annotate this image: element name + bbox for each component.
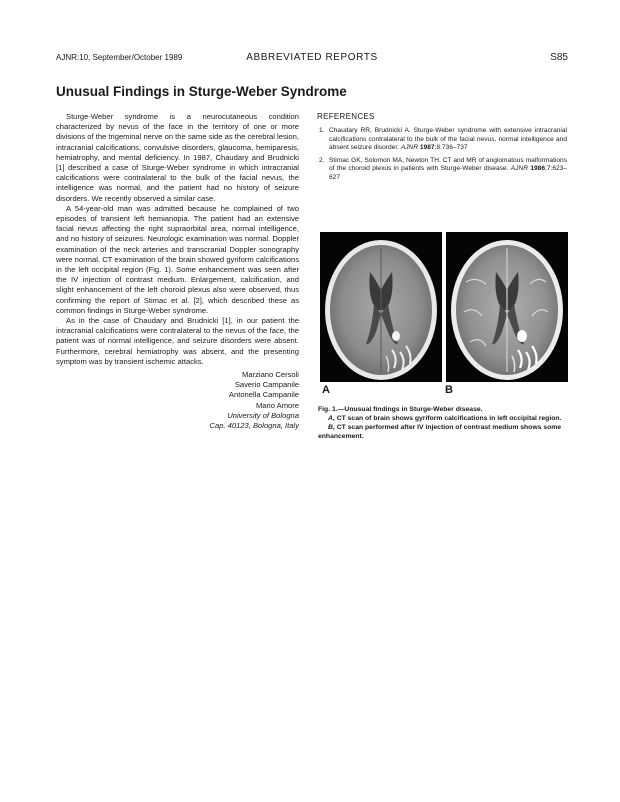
affiliation-line: University of Bologna [227,410,299,420]
caption-part-a: A, CT scan of brain shows gyriform calcifications in left occipital region. [328,415,562,422]
caption-part-b: B, CT scan performed after IV injection of contrast medium shows some enhancement. [318,424,562,440]
reference-journal: AJNR [400,144,419,152]
body-paragraph-2: A 54-year-old man was admitted because he complained of two episodes of transient left hemianopia. The patient had an extensive facial nevus affecting the right supraorbital area, normal intelligence, and no history of seizures. Neurologic examination was normal. Doppler examination of the neck arteries and transcranial Doppler sonography were normal. CT examination of the brain showed gyriform calcifications in the left occipital region (Fig. 1). Some enhancement was seen after the IV injection of contrast medium. Enlargement, calcification, and slight enhancement of the left choroid plexus also were observed, thus confirming the report of Stimac et al. [2], which described these as common findings in Sturge-Weber syndrome. [56,203,299,315]
reference-journal: AJNR [510,165,528,173]
author-block [56,370,299,431]
section-name: ABBREVIATED REPORTS [246,52,378,63]
figure-caption [318,405,572,441]
author-name: Antonella Campanile [228,390,299,400]
ct-figure [320,232,568,384]
journal-citation: AJNR:10, September/October 1989 [56,53,183,62]
author-name: Marziano Cersoli [242,370,299,380]
caption-title: Fig. 1.—Unusual findings in Sturge-Weber disease. [318,406,483,413]
reference-text: Stimac GK, Solomon MA, Newton TH. CT and MR of angiomatous malformations of the choroid plexus in patients with Sturge-Weber disease. AJNR 1986;7:623–627 [329,156,567,181]
references-heading: REFERENCES [317,112,375,121]
figure-label-a: A [322,384,330,396]
reference-number: 1. [319,127,325,134]
page-number: S85 [550,52,568,63]
author-name: Mario Amore [255,400,299,410]
reference-item [317,157,567,183]
ct-scan-image-a [320,232,442,382]
author-name: Saverio Campanile [234,380,299,390]
reference-pages: ;7:623–627 [329,165,567,181]
reference-year: 1987 [419,144,435,152]
references-section [317,112,567,187]
article-title: Unusual Findings in Sturge-Weber Syndrome [56,84,347,99]
body-paragraph-3: As in the case of Chaudary and Brudnicki [1], in our patient the intracranial calcifications were contralateral to the nevus of the face, the patient was of normal intelligence, and seizure disorders were absent. Furthermore, cerebral hemiatrophy was absent, and the presenting symptom was by transient ischemic attacks. [56,316,299,366]
figure-label-b: B [445,384,453,396]
ct-scan-image-b [446,232,568,382]
affiliation-line: Cap. 40123, Bologna, Italy [209,421,299,431]
body-paragraph-1: Sturge-Weber syndrome is a neurocutaneous condition characterized by nevus of the face in the territory of one or more divisions of the trigeminal nerve on the same side as the cerebral lesion, intracranial calcifications, convulsive disorders, glaucoma, hemiparesis, hemiatrophy, and mental deficiency. In 1987, Chaudary and Brudnicki [1] described a case of Sturge-Weber syndrome in which intracranial calcifications were contralateral to the bulk of the facial nevus, the intelligence was normal, and the patient had no history of seizure disorders. We recently observed a similar case. [56,112,299,203]
reference-year: 1986 [530,165,545,173]
reference-number: 2. [319,156,325,164]
running-header [56,52,568,66]
reference-pages: ;8:736–737 [434,144,468,152]
article-body [56,112,299,431]
reference-text: Chaudary RR, Brudnicki A. Sturge-Weber syndrome with extensive intracranial calcifications contralateral to the bulk of the facial nevus, normal intelligence and absent seizure disorder. AJNR 1987;8:736–737 [329,127,567,152]
reference-item [317,127,567,153]
